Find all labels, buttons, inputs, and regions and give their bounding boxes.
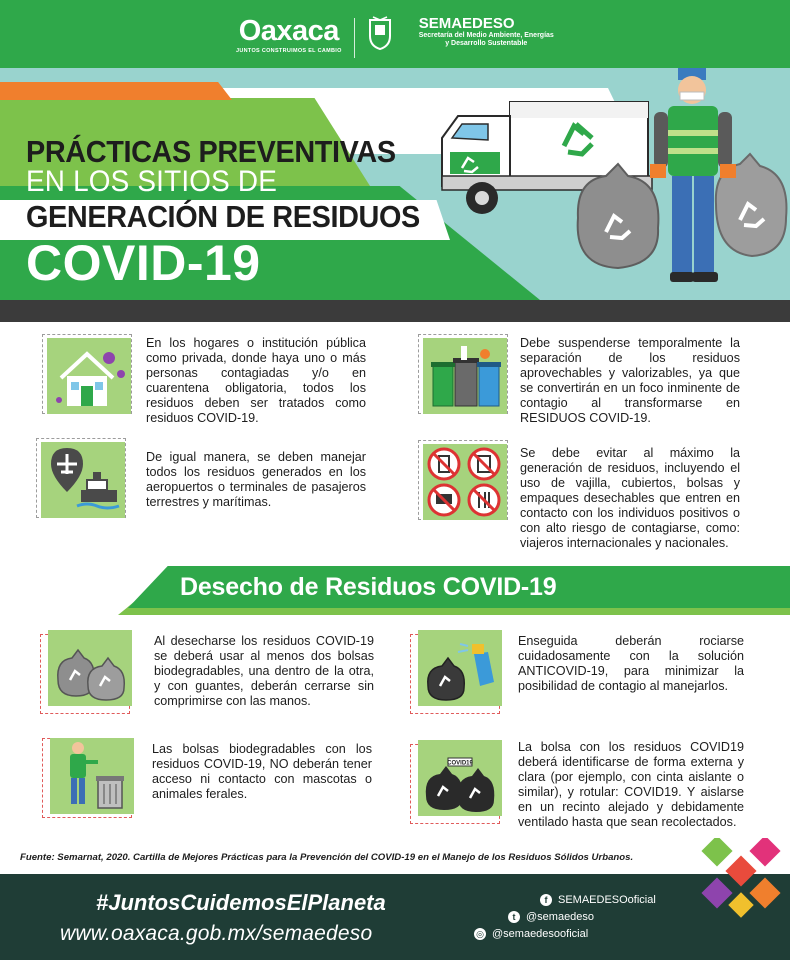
agency-name-line2: y Desarrollo Sustentable [445, 40, 528, 47]
item-text-labeling: La bolsa con los residuos COVID19 deberá identificarse de forma externa y clara (por ejemplo, con cinta aislante o similar), y rotular: COVID19. Y aislarse en un recinto alejado y debidamente ventilado hasta que sean recolectados. [518, 740, 744, 829]
item-text-spray: Enseguida deberán rociarse cuidadosamente con la solución ANTICOVID-19, para minimizar la posibilidad de contagio al manejarlos. [518, 634, 744, 693]
airport-port-icon [41, 442, 125, 518]
twitter-icon: t [508, 911, 520, 923]
facebook-icon: f [540, 894, 552, 906]
spray-bag-icon [418, 630, 502, 706]
item-text-separation: Debe suspenderse temporalmente la separación de los residuos aprovechables y valorizables, ya que se convertirán en un foco inminente de contagio al transformarse en RESIDUOS COVID-19. [520, 336, 740, 425]
hero-title-line3: GENERACIÓN DE RESIDUOS [26, 199, 420, 234]
oaxaca-logo-text: Oaxaca [238, 15, 339, 47]
hero-title-line2: EN LOS SITIOS DE [26, 165, 278, 198]
twitter-handle: @semaedeso [526, 911, 595, 923]
agency-acronym: SEMAEDESO [418, 15, 515, 32]
footer-hashtag: #JuntosCuidemosElPlaneta [96, 890, 386, 915]
item-icon-labeling [410, 744, 500, 824]
sanitation-worker-icon [650, 68, 736, 282]
section-title: Desecho de Residuos COVID-19 [180, 573, 557, 601]
footer [0, 874, 790, 960]
logo-divider [354, 18, 355, 58]
state-seal-icon [367, 16, 393, 50]
bag-label-text: COVID19 [447, 760, 473, 767]
item-text-pets: Las bolsas biodegradables con los residuos COVID-19, NO deberán tener acceso ni contacto con mascotas o animales ferales. [152, 742, 372, 801]
source-citation: Fuente: Semarnat, 2020. Cartilla de Mejores Prácticas para la Prevención del COVID-19 en el Manejo de los Residuos Sólidos Urbanos. [20, 852, 634, 863]
hero-banner [0, 68, 790, 300]
item-icon-airports [36, 438, 126, 518]
twitter-link[interactable] [508, 911, 594, 923]
garbage-truck-worker-illustration [430, 68, 790, 300]
oaxaca-tagline: JUNTOS CONSTRUIMOS EL CAMBIO [236, 48, 342, 54]
instagram-icon: ◎ [474, 928, 486, 940]
double-bag-icon [48, 630, 132, 706]
footer-website-link[interactable]: www.oaxaca.gob.mx/semaedeso [60, 922, 373, 945]
header-logos [236, 16, 554, 58]
item-icon-spray [410, 634, 500, 714]
agency-name-line1: Secretaría del Medio Ambiente, Energías [418, 32, 554, 39]
oaxaca-mosaic-icon [700, 838, 786, 920]
person-trash-icon [50, 738, 134, 814]
item-icon-households [42, 334, 132, 414]
semaedeso-logo [405, 16, 554, 48]
no-disposables-icon [423, 444, 507, 520]
oaxaca-logo [236, 16, 342, 54]
house-virus-icon [47, 338, 131, 414]
hero-title-line1: PRÁCTICAS PREVENTIVAS [26, 134, 396, 169]
item-icon-separation [418, 334, 508, 414]
hero-bottom-band [0, 300, 790, 322]
instagram-link[interactable] [474, 928, 588, 940]
recycling-bins-icon [423, 338, 507, 414]
facebook-handle: SEMAEDESOoficial [558, 894, 656, 906]
instagram-handle: @semaedesooficial [492, 928, 589, 940]
item-text-households: En los hogares o institución pública como privada, donde haya uno o más personas contagiadas y/o en cuarentena obligatoria, todos los residuos deben ser tratados como residuos COVID-19. [146, 336, 366, 425]
hero-title-line4: COVID-19 [26, 235, 261, 291]
item-text-disposables: Se debe evitar al máximo la generación de residuos, incluyendo el uso de vajilla, cubiertos, bolsas y empaques desechables que entren en contacto con los individuos positivos o con alto riesgo de contagiarse, como: viajeros internacionales y nacionales. [520, 446, 740, 550]
labeled-bags-icon [418, 740, 502, 816]
item-icon-disposables [418, 440, 508, 520]
item-text-double-bag: Al desecharse los residuos COVID-19 se deberá usar al menos dos bolsas biodegradables, una dentro de la otra, y con guantes, deberán cerrarse sin comprimirse con las manos. [154, 634, 374, 708]
hero-stripe-orange [0, 82, 232, 100]
item-text-airports: De igual manera, se deben manejar todos los residuos generados en los aeropuertos o terminales de pasajeros terrestres y marítimas. [146, 450, 366, 509]
item-icon-pets [42, 738, 132, 818]
facebook-link[interactable] [540, 894, 656, 906]
item-icon-double-bag [40, 634, 130, 714]
